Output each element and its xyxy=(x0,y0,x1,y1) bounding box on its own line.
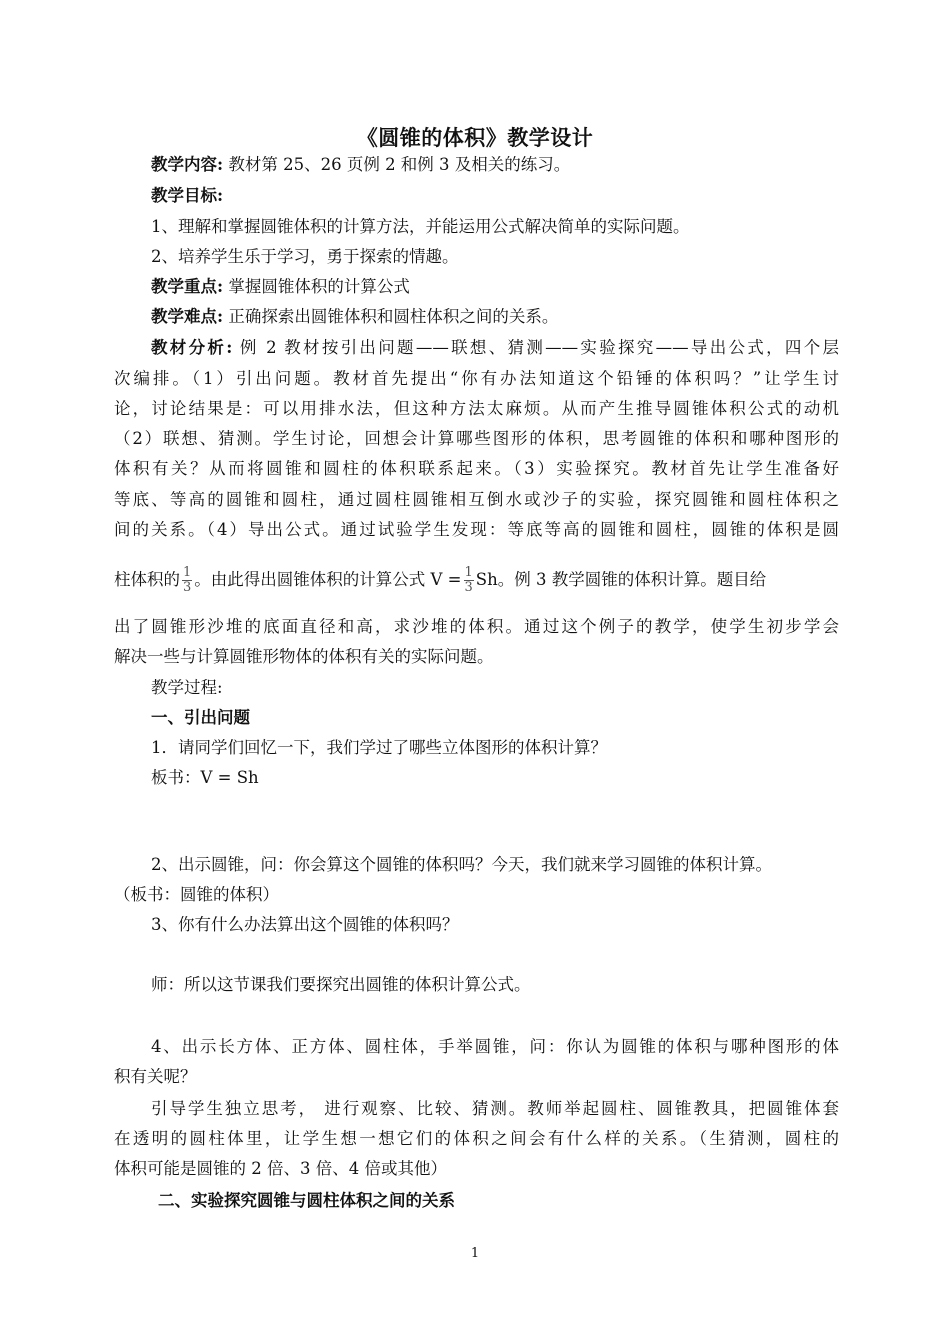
question-4-line-1: 4、出示长方体、正方体、圆柱体，手举圆锥，问：你认为圆锥的体积与哪种图形的体 xyxy=(151,1037,839,1056)
goal-item-2: 2、培养学生乐于学习，勇于探索的情趣。 xyxy=(151,247,459,266)
fraction-numerator: 1 xyxy=(464,565,473,580)
fraction-line-part-b: 。由此得出圆锥体积的计算公式 V = xyxy=(194,570,462,589)
difficulty-text: 正确探索出圆锥体积和圆柱体积之间的关系。 xyxy=(223,307,559,326)
key-point-line xyxy=(151,272,876,302)
analysis-line-3: 论，讨论结果是：可以用排水法，但这种方法太麻烦。从而产生推导圆锥体积公式的动机 xyxy=(114,399,839,418)
goals-label: 教学目标: xyxy=(151,186,224,205)
section-2-heading: 二、实验探究圆锥与圆柱体积之间的关系 xyxy=(158,1191,455,1210)
analysis-line-9: 出了圆锥形沙堆的底面直径和高，求沙堆的体积。通过这个例子的教学，使学生初步学会 xyxy=(114,617,839,636)
fraction-one-third-1 xyxy=(182,566,192,595)
difficulty-label: 教学难点: xyxy=(151,307,224,326)
analysis-text-1: 例 2 教材按引出问题——联想、猜测——实验探究——导出公式，四个层 xyxy=(232,338,840,357)
teacher-note: 师：所以这节课我们要探究出圆锥的体积计算公式。 xyxy=(151,975,531,994)
board-note-1: 板书：V = Sh xyxy=(151,768,259,787)
analysis-line-1 xyxy=(151,333,839,363)
question-2-line-2: （板书：圆锥的体积） xyxy=(114,885,279,904)
content-label: 教学内容: xyxy=(151,155,224,174)
difficulty-line xyxy=(151,302,876,332)
section-1-heading: 一、引出问题 xyxy=(151,708,250,727)
fraction-denominator: 3 xyxy=(183,580,192,595)
question-4-line-2: 积有关呢？ xyxy=(114,1067,197,1086)
analysis-line-2: 次编排。（1）引出问题。教材首先提出“你有办法知道这个铅锤的体积吗？”让学生讨 xyxy=(114,369,839,388)
analysis-fraction-line xyxy=(114,560,839,600)
fraction-numerator: 1 xyxy=(183,565,192,580)
analysis-line-4: （2）联想、猜测。学生讨论，回想会计算哪些图形的体积，思考圆锥的体积和哪种图形的 xyxy=(114,429,839,448)
question-2-line-1: 2、出示圆锥，问：你会算这个圆锥的体积吗？今天，我们就来学习圆锥的体积计算。 xyxy=(151,855,772,874)
guide-line-2: 在透明的圆柱体里，让学生想一想它们的体积之间会有什么样的关系。（生猜测，圆柱的 xyxy=(114,1129,839,1148)
analysis-line-6: 等底、等高的圆锥和圆柱，通过圆柱圆锥相互倒水或沙子的实验，探究圆锥和圆柱体积之 xyxy=(114,490,839,509)
fraction-one-third-2 xyxy=(464,566,474,595)
guide-line-3: 体积可能是圆锥的 2 倍、3 倍、4 倍或其他） xyxy=(114,1159,447,1178)
page-number: 1 xyxy=(470,1246,480,1261)
question-1: 1．请同学们回忆一下，我们学过了哪些立体图形的体积计算？ xyxy=(151,738,607,757)
guide-line-1: 引导学生独立思考， 进行观察、比较、猜测。教师举起圆柱、圆锥教具，把圆锥体套 xyxy=(151,1099,839,1118)
analysis-label: 教材分析: xyxy=(151,338,233,357)
content-line xyxy=(151,150,876,180)
question-3: 3、你有什么办法算出这个圆锥的体积吗？ xyxy=(151,915,459,934)
fraction-denominator: 3 xyxy=(464,580,473,595)
key-point-text: 掌握圆锥体积的计算公式 xyxy=(223,277,410,296)
process-label: 教学过程: xyxy=(151,678,223,697)
analysis-line-10: 解决一些与计算圆锥形物体的体积有关的实际问题。 xyxy=(114,647,494,666)
fraction-line-part-a: 柱体积的 xyxy=(114,570,180,589)
document-title: 《圆锥的体积》教学设计 xyxy=(356,125,594,150)
analysis-line-5: 体积有关？从而将圆锥和圆柱的体积联系起来。（3）实验探究。教材首先让学生准备好 xyxy=(114,459,839,478)
fraction-line-part-c: Sh。例 3 教学圆锥的体积计算。题目给 xyxy=(475,570,767,589)
content-text: 教材第 25、26 页例 2 和例 3 及相关的练习。 xyxy=(223,155,571,174)
goal-item-1: 1、理解和掌握圆锥体积的计算方法，并能运用公式解决简单的实际问题。 xyxy=(151,217,690,236)
key-point-label: 教学重点: xyxy=(151,277,224,296)
analysis-line-7: 间的关系。（4）导出公式。通过试验学生发现：等底等高的圆锥和圆柱，圆锥的体积是圆 xyxy=(114,520,839,539)
